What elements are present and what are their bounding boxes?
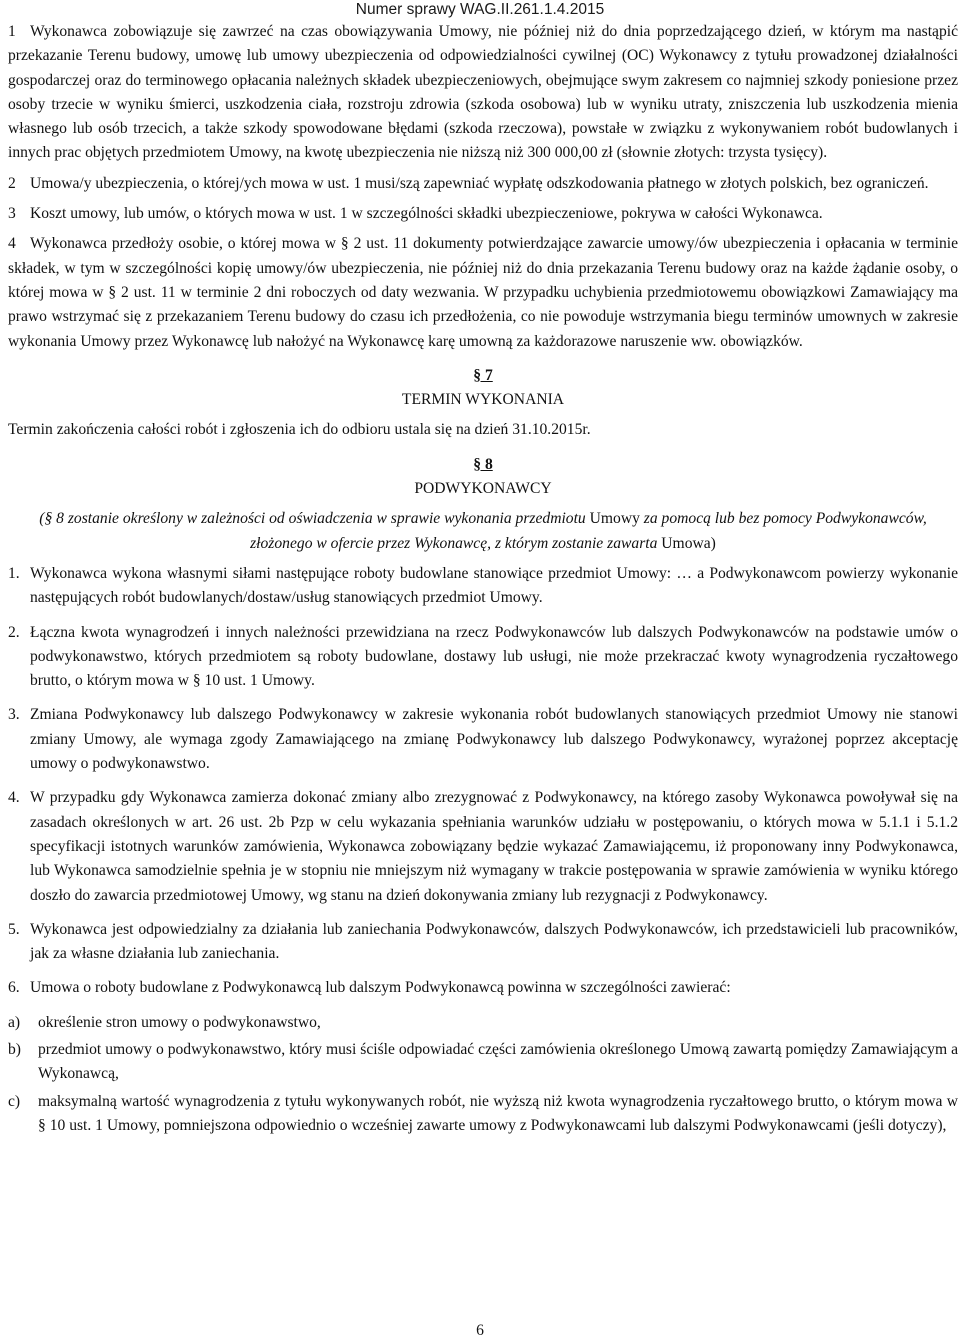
list-item: [8, 786, 958, 907]
paragraph-3: 3 Koszt umowy, lub umów, o których mowa w ust. 1 w szczególności składki ubezpieczeniowe, pokrywa w całości Wykonawca.: [8, 205, 823, 223]
list-item-number: 6.: [8, 979, 20, 997]
list-item-number: 1.: [8, 564, 20, 582]
list-item: [8, 918, 958, 967]
list-item: [8, 621, 958, 694]
list-item: [8, 976, 958, 1000]
list-item-text: Umowa o roboty budowlane z Podwykonawcą lub dalszym Podwykonawcą powinna w szczególności zawierać:: [30, 979, 731, 997]
section-7-number: § 7: [473, 366, 493, 384]
paragraph-2: 2 Umowa/y ubezpieczenia, o której/ych mowa w ust. 1 musi/szą zapewniać wypłatę odszkodowania płatnego w złotych polskich, bez ograniczeń.: [8, 174, 929, 192]
list-item-text: Wykonawca wykona własnymi siłami następujące roboty budowlane stanowiące przedmiot Umowy: … a Podwykonawcom powierzy wykonanie następujących robót budowlanych/dostaw/usług stanowiących przedmiot Umowy.: [30, 564, 958, 607]
page-number: 6: [476, 1322, 484, 1339]
list-item: [8, 562, 958, 611]
section-7-text: Termin zakończenia całości robót i zgłoszenia ich do odbioru ustala się na dzień 31.10.2015r.: [8, 421, 591, 439]
sub-list-item-text: przedmiot umowy o podwykonawstwo, który musi ściśle odpowiadać części zamówienia określonego Umową zawartą pomiędzy Zamawiającym a Wykonawcą,: [38, 1040, 958, 1083]
sub-list-item: [8, 1090, 958, 1139]
list-item-text: W przypadku gdy Wykonawca zamierza dokonać zmiany albo zrezygnować z Podwykonawcy, na którego zasoby Wykonawca powoływał się na zasadach określonych w art. 26 ust. 2b Pzp w celu wykazania spełniania warunków udziału w postępowaniu, o których mowa w 5.1.1 i 5.1.2 specyfikacji istotnych warunków zamówienia, Wykonawca zobowiązany będzie wykazać Zamawiającemu, iż proponowany inny Podwykonawca, lub Wykonawca samodzielnie spełnia je w stopniu nie mniejszym niż wymagany w trakcie postępowania w sprawie zamówienia w wyniku którego doszło do zawarcia przedmiotowej Umowy, wg stanu na dzień dokonywania zmiany lub rezygnacji z Podwykonawcy.: [30, 789, 958, 904]
paragraph-1: 1 Wykonawca zobowiązuje się zawrzeć na czas obowiązywania Umowy, nie później niż do dnia poprzedzającego dzień, w którym ma nastąpić przekazanie Terenu budowy, umowę lub umowy ubezpieczenia od odpowiedzialności cywilnej (OC) Wykonawcy z tytułu prowadzonej działalności gospodarczej oraz do terminowego opłacania należnych składek ubezpieczeniowych, obejmujące swym zakresem co najmniej szkody poniesione przez osoby trzecie w wyniku śmierci, uszkodzenia ciała, rozstroju zdrowia (szkoda osobowa) lub w wyniku utraty, zniszczenia lub uszkodzenia mienia własnego lub osób trzecich, a także szkody spowodowane błędami (szkoda rzeczowa), powstałe w związku z wykonywaniem robót budowlanych i innych prac objętych przedmiotem Umowy, na kwotę ubezpieczenia nie niższą niż 300 000,00 zł (słownie złotych: trzysta tysięcy).: [8, 23, 958, 162]
list-item-number: 4.: [8, 789, 20, 807]
document-body: [8, 20, 958, 1141]
sub-list-item-text: maksymalną wartość wynagrodzenia z tytułu wykonywanych robót, nie wyższą niż kwota wynagrodzenia ryczałtowego brutto, o którym mowa w § 10 ust. 1 Umowy, pomniejszona odpowiednio o wcześniej zawarte umowy z Podwykonawcami lub dalszymi Podwykonawcami (jeśli dotyczy),: [38, 1092, 958, 1134]
section-8-title: PODWYKONAWCY: [414, 480, 552, 498]
list-item-text: Łączna kwota wynagrodzeń i innych należności przewidziana na rzecz Podwykonawców lub dalszych Podwykonawców na podstawie umów o podwykonawstwo, których przedmiotem są roboty budowlane, dostawy lub usługi, nie może przekraczać kwoty wynagrodzenia ryczałtowego brutto, o którym mowa w § 10 ust. 1 Umowy.: [30, 623, 958, 690]
list-item-number: 5.: [8, 920, 20, 938]
section-7-title: TERMIN WYKONANIA: [401, 391, 565, 409]
case-number-header: Numer sprawy WAG.II.261.1.4.2015: [355, 1, 605, 18]
paragraph-4: 4 Wykonawca przedłoży osobie, o której mowa w § 2 ust. 11 dokumenty potwierdzające zawarcie umowy/ów ubezpieczenia i opłacania w terminie składek, w tym w szczególności kopię umowy/ów ubezpieczenia, nie później niż do dnia przekazania Terenu budowy oraz na każde żądanie osoby, o której mowa w § 2 ust. 11 w terminie 2 dni roboczych od daty wezwania. W przypadku uchybienia przedmiotowemu obowiązkowi Zamawiający ma prawo wstrzymać się z przekazaniem Terenu budowy do czasu ich przedłożenia, co nie powoduje wstrzymania biegu terminów umownych w zakresie wykonania Umowy przez Wykonawcę lub nałożyć na Wykonawcę karę umowną za każdorazowe naruszenie ww. obowiązków.: [8, 235, 958, 350]
sub-list-item-letter: b): [8, 1040, 21, 1058]
list-item-number: 3.: [8, 706, 20, 724]
list-item-text: Wykonawca jest odpowiedzialny za działania lub zaniechania Podwykonawców, dalszych Podwykonawców, ich przedstawicieli lub pracowników, jak za własne działania lub zaniechania.: [30, 920, 958, 963]
sub-list-item-letter: c): [8, 1092, 21, 1110]
subcontractor-list: [8, 562, 958, 1001]
sub-list-item-text: określenie stron umowy o podwykonawstwo,: [38, 1013, 321, 1031]
contract-contents-list: [8, 1011, 958, 1138]
sub-list-item: [8, 1011, 958, 1035]
sub-list-item-letter: a): [8, 1013, 21, 1031]
section-8-note: (§ 8 zostanie określony w zależności od oświadczenia w sprawie wykonania przedmiotu Umowy za pomocą lub bez pomocy Podwykonawców, złożonego w ofercie przez Wykonawcę, z którym zostanie zawarta Umowa): [39, 510, 927, 552]
section-8-number: § 8: [473, 455, 493, 473]
sub-list-item: [8, 1038, 958, 1087]
list-item-text: Zmiana Podwykonawcy lub dalszego Podwykonawcy w zakresie wykonania robót budowlanych stanowiących przedmiot Umowy nie stanowi zmiany Umowy, ale wymaga zgody Zamawiającego na zmianę Podwykonawcy lub dalszego Podwykonawcy, wyrażonej poprzez akceptację umowy o podwykonawstwo.: [30, 706, 958, 773]
list-item-number: 2.: [8, 623, 20, 641]
list-item: [8, 703, 958, 776]
